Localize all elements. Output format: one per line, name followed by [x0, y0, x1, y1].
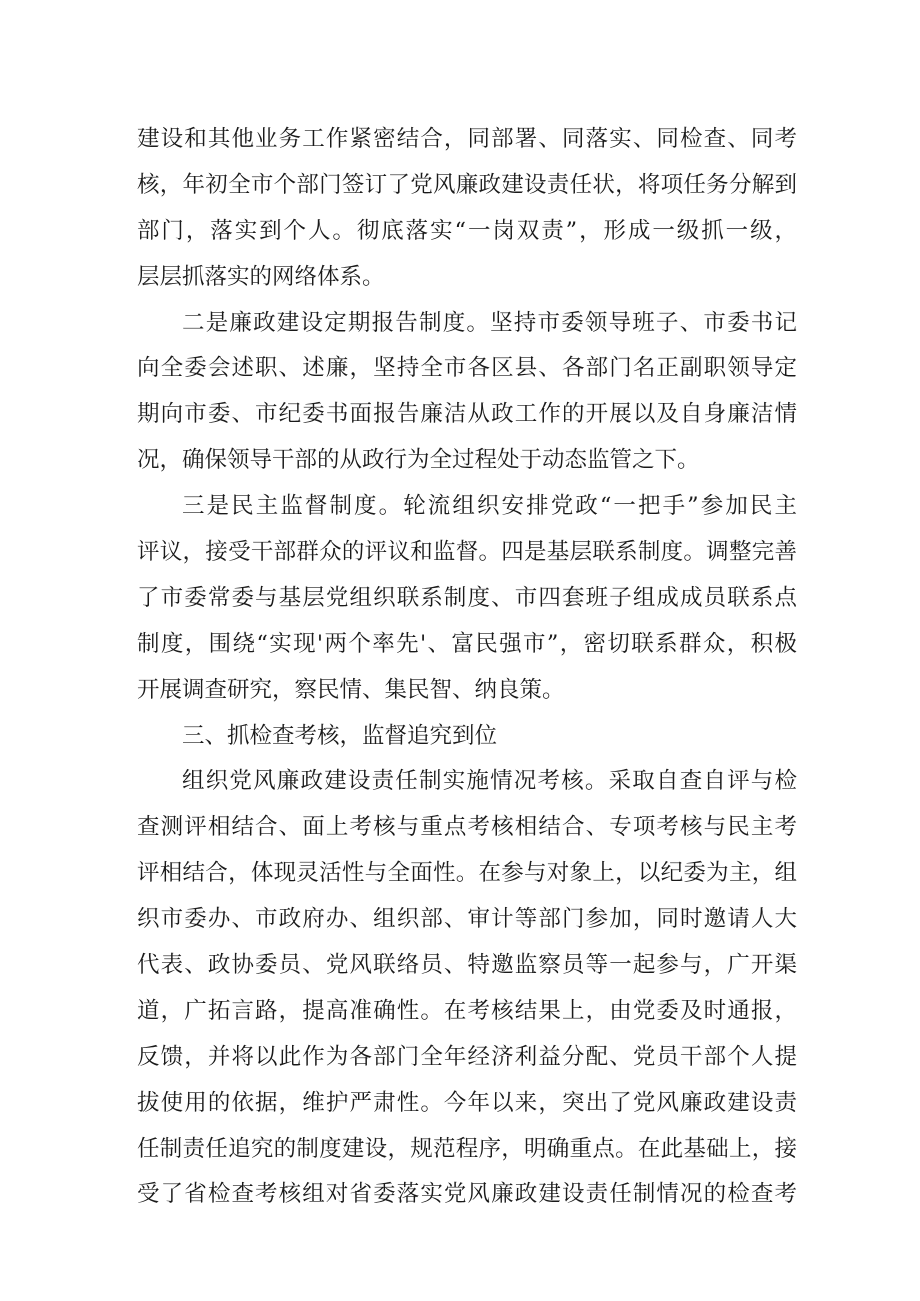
text-line: 建设和其他业务工作紧密结合，同部署、同落实、同检查、同考: [137, 126, 797, 152]
text-line: 道，广拓言路，提高准确性。在考核结果上，由党委及时通报，: [137, 997, 797, 1024]
text-line: 反馈，并将以此作为各部门全年经济利益分配、党员干部个人提: [137, 1043, 797, 1070]
text-line: 了市委常委与基层党组织联系制度、市四套班子组成成员联系点: [137, 584, 797, 611]
document-body: [137, 117, 797, 1218]
text-line: 期向市委、市纪委书面报告廉洁从政工作的开展以及自身廉洁情: [137, 401, 797, 428]
text-line: 核，年初全市个部门签订了党风廉政建设责任状，将项任务分解到: [137, 171, 797, 198]
paragraph-start-line: 二是廉政建设定期报告制度。坚持市委领导班子、市委书记: [182, 309, 797, 336]
text-line: 向全委会述职、述廉，坚持全市各区县、各部门名正副职领导定: [137, 355, 797, 382]
text-line: 受了省检查考核组对省委落实党风廉政建设责任制情况的检查考: [137, 1181, 797, 1208]
section-heading: 三、抓检查考核，监督追究到位: [182, 722, 498, 749]
text-line: 评相结合，体现灵活性与全面性。在参与对象上，以纪委为主，组: [137, 860, 797, 887]
text-line: 况，确保领导干部的从政行为全过程处于动态监管之下。: [137, 447, 700, 474]
text-line: 拔使用的依据，维护严肃性。今年以来，突出了党风廉政建设责: [137, 1089, 797, 1116]
text-line: 评议，接受干部群众的评议和监督。四是基层联系制度。调整完善: [137, 539, 797, 566]
text-line: 查测评相结合、面上考核与重点考核相结合、专项考核与民主考: [137, 814, 797, 841]
text-line: 开展调查研究，察民情、集民智、纳良策。: [137, 676, 565, 703]
paragraph-start-line: 三是民主监督制度。轮流组织安排党政“一把手”参加民主: [182, 493, 797, 520]
text-line: 代表、政协委员、党风联络员、特邀监察员等一起参与，广开渠: [137, 952, 797, 979]
text-line: 层层抓落实的网络体系。: [137, 263, 385, 290]
text-line: 任制责任追究的制度建设，规范程序，明确重点。在此基础上，接: [137, 1135, 797, 1162]
text-line: 制度，围绕“实现'两个率先'、富民强市”，密切联系群众，积极: [137, 630, 797, 657]
text-line: 部门，落实到个人。彻底落实“一岗双责”，形成一级抓一级，: [137, 217, 797, 244]
paragraph-start-line: 组织党风廉政建设责任制实施情况考核。采取自查自评与检: [182, 768, 797, 795]
text-line: 织市委办、市政府办、组织部、审计等部门参加，同时邀请人大: [137, 906, 797, 933]
